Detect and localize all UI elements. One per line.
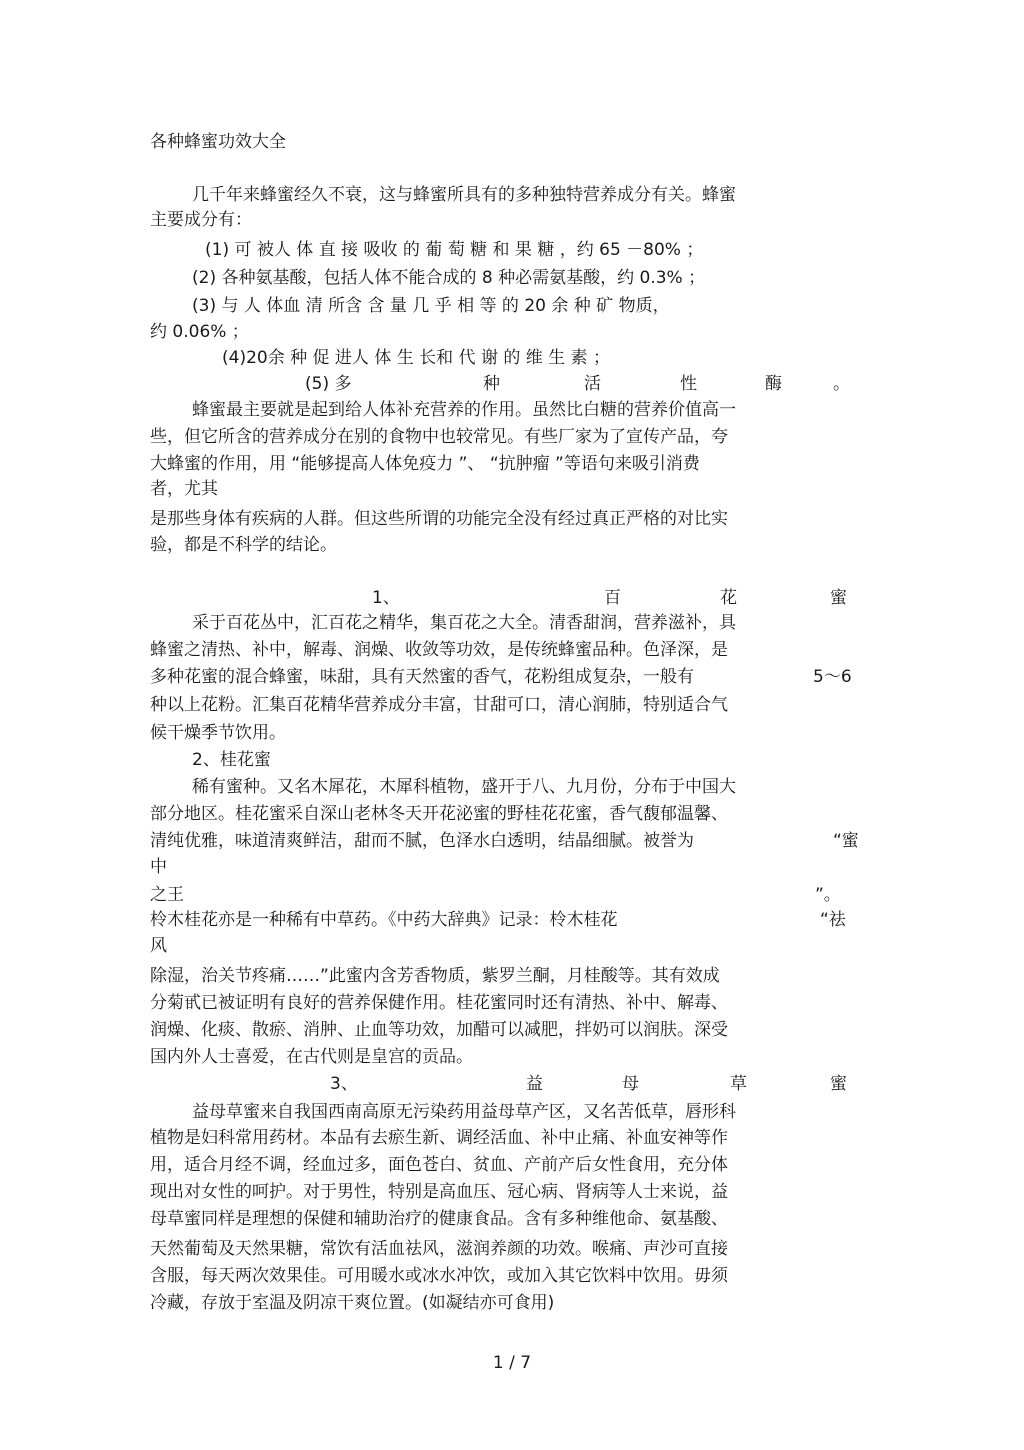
- section-3-line: 现出对女性的呵护。对于男性，特别是高血压、冠心病、肾病等人士来说，益: [150, 1182, 728, 1202]
- intro-line-2: 主要成分有：: [150, 210, 252, 230]
- intro-line-1: 几千年来蜂蜜经久不衰，这与蜂蜜所具有的多种独特营养成分有关。蜂蜜: [192, 185, 736, 205]
- section-3-line: 含服，每天两次效果佳。可用暖水或冰水冲饮，或加入其它饮料中饮用。毋须: [150, 1266, 728, 1286]
- section-3-line: 益母草蜜来自我国西南高原无污染药用益母草产区，又名苦低草，唇形科: [192, 1102, 736, 1122]
- section-2-line: 部分地区。桂花蜜采自深山老林冬天开花泌蜜的野桂花花蜜，香气馥郁温馨、: [150, 804, 728, 824]
- heading-part: 益: [526, 1074, 543, 1094]
- main-function-line: 是那些身体有疾病的人群。但这些所谓的功能完全没有经过真正严格的对比实: [150, 509, 728, 529]
- heading-part: 草: [730, 1074, 747, 1094]
- section-3-line: 用，适合月经不调，经血过多，面色苍白、贫血、产前产后女性食用，充分体: [150, 1155, 728, 1175]
- heading-part: 百: [604, 588, 621, 608]
- section-2-line: 国内外人士喜爱，在古代则是皇宫的贡品。: [150, 1047, 473, 1067]
- component-item-3: (3) 与 人 体血 清 所含 含 量 几 乎 相 等 的 20 余 种 矿 物质，: [192, 296, 670, 316]
- heading-part: 3、: [330, 1074, 358, 1094]
- component-item-1: (1) 可 被人 体 直 接 吸收 的 葡 萄 糖 和 果 糖 ，约 65 －80% ；: [205, 240, 704, 260]
- heading-part: 蜜: [830, 588, 847, 608]
- doc-title: 各种蜂蜜功效大全: [150, 132, 286, 152]
- section-1-line: 种以上花粉。汇集百花精华营养成分丰富，甘甜可口，清心润肺，特别适合气: [150, 695, 728, 715]
- main-function-line: 蜂蜜最主要就是起到给人体补充营养的作用。虽然比白糖的营养价值高一: [192, 400, 736, 420]
- section-2-right-mark: “蜜: [833, 831, 859, 851]
- item5-part: 。: [833, 374, 850, 394]
- section-2-line: 风: [150, 936, 167, 956]
- main-function-line: 验，都是不科学的结论。: [150, 535, 337, 555]
- item5-part: 性: [680, 374, 697, 394]
- section-2-line: 中: [150, 857, 167, 877]
- main-function-line: 些，但它所含的营养成分在别的食物中也较常见。有些厂家为了宣传产品，夸: [150, 427, 728, 447]
- section-3-line: 母草蜜同样是理想的保健和辅助治疗的健康食品。含有多种维他命、氨基酸、: [150, 1209, 728, 1229]
- section-3-line: 天然葡萄及天然果糖，常饮有活血祛风，滋润养颜的功效。喉痛、声沙可直接: [150, 1239, 728, 1259]
- section-1-range: 5～6: [813, 667, 852, 687]
- section-2-right-mark: “祛: [820, 910, 846, 930]
- component-item-4: (4)20余 种 促 进人 体 生 长和 代 谢 的 维 生 素 ；: [222, 348, 610, 368]
- item5-part: 酶: [765, 374, 782, 394]
- page-number: 1 / 7: [492, 1353, 532, 1373]
- section-1-line: 采于百花丛中，汇百花之精华，集百花之大全。清香甜润，营养滋补，具: [192, 613, 736, 633]
- section-3-line: 冷藏，存放于室温及阴凉干爽位置。(如凝结亦可食用): [150, 1293, 555, 1313]
- section-2-line: 分菊甙已被证明有良好的营养保健作用。桂花蜜同时还有清热、补中、解毒、: [150, 993, 728, 1013]
- item5-part: 活: [584, 374, 601, 394]
- heading-part: 蜜: [830, 1074, 847, 1094]
- main-function-line: 大蜂蜜的作用，用 “能够提高人体免疫力 ”、 “抗肿瘤 ”等语句来吸引消费: [150, 454, 700, 474]
- section-2-line: 柃木桂花亦是一种稀有中草药。《中药大辞典》记录：柃木桂花: [150, 910, 618, 930]
- component-item-3-cont: 约 0.06% ；: [150, 322, 249, 342]
- section-2-heading: 2、桂花蜜: [192, 750, 271, 770]
- section-2-line: 清纯优雅，味道清爽鲜洁，甜而不腻，色泽水白透明，结晶细腻。被誉为: [150, 831, 694, 851]
- section-1-line: 蜂蜜之清热、补中，解毒、润燥、收敛等功效，是传统蜂蜜品种。色泽深，是: [150, 640, 728, 660]
- section-3-line: 植物是妇科常用药材。本品有去瘀生新、调经活血、补中止痛、补血安神等作: [150, 1128, 728, 1148]
- section-2-line: 除湿，治关节疼痛……”此蜜内含芳香物质，紫罗兰酮，月桂酸等。其有效成: [150, 966, 720, 986]
- section-2-line: 润燥、化痰、散瘀、消肿、止血等功效，加醋可以减肥，拌奶可以润肤。深受: [150, 1020, 728, 1040]
- item5-part: 种: [483, 374, 500, 394]
- heading-part: 花: [720, 588, 737, 608]
- section-2-line: 稀有蜜种。又名木犀花，木犀科植物，盛开于八、九月份，分布于中国大: [192, 777, 736, 797]
- section-2-line: 之王: [150, 885, 184, 905]
- heading-part: 母: [622, 1074, 639, 1094]
- section-1-line: 候干燥季节饮用。: [150, 723, 286, 743]
- section-1-line: 多种花蜜的混合蜂蜜，味甜，具有天然蜜的香气，花粉组成复杂，一般有: [150, 667, 694, 687]
- section-2-right-mark: ”。: [815, 885, 841, 905]
- heading-part: 1、: [372, 588, 400, 608]
- component-item-2: (2) 各种氨基酸，包括人体不能合成的 8 种必需氨基酸，约 0.3% ；: [192, 268, 706, 288]
- item5-part: (5) 多: [305, 374, 352, 394]
- main-function-line: 者，尤其: [150, 479, 218, 499]
